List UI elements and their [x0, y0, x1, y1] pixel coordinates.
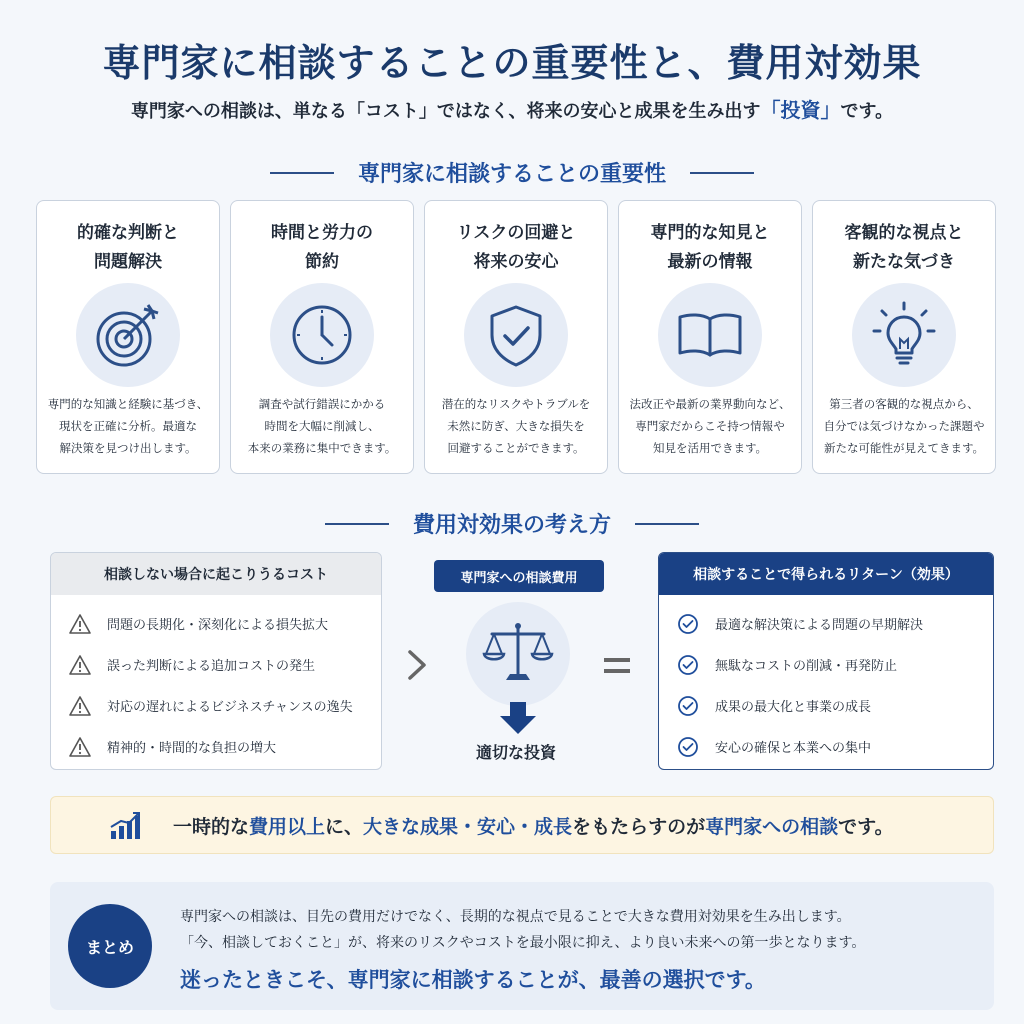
cost-list: [51, 595, 381, 767]
subtitle-text: 専門家への相談は、単なる「コスト」ではなく、将来の安心と成果を生み出す: [130, 101, 761, 122]
list-item: [67, 603, 369, 644]
check-circle-icon: [675, 694, 701, 718]
card-title: [619, 219, 801, 277]
arrow-down-icon: [498, 702, 538, 740]
card-desc-line: 法改正や最新の業界動向など、: [629, 397, 791, 411]
banner-text: 一時的な: [173, 815, 250, 838]
check-circle-icon: [675, 653, 701, 677]
page-title: 専門家に相談することの重要性と、費用対効果: [102, 41, 922, 85]
list-item-text: 安心の確保と本業への集中: [715, 741, 872, 756]
list-item: [67, 644, 369, 685]
card-desc-line: 自分では気づけなかった課題や: [823, 419, 985, 433]
card-desc-line: 本来の業務に集中できます。: [247, 441, 397, 455]
consult-fee-tag: 専門家への相談費用: [434, 560, 604, 592]
book-icon: [658, 283, 762, 387]
list-item-text: 最適な解決策による問題の早期解決: [715, 618, 924, 633]
list-item-text: 問題の長期化・深刻化による損失拡大: [107, 618, 329, 633]
list-item: [67, 685, 369, 726]
check-circle-icon: [675, 735, 701, 759]
banner-highlight: 大きな成果・安心・成長: [363, 815, 573, 838]
summary-line-2: 「今、相談しておくこと」が、将来のリスクやコストを最小限に抑え、より良い未来への第一歩となります。: [180, 935, 866, 951]
warning-icon: [67, 612, 93, 636]
card-desc-line: 回避することができます。: [447, 441, 585, 455]
chevron-right-icon: [404, 648, 430, 686]
lightbulb-icon: [852, 283, 956, 387]
card-title-line: 問題解決: [94, 252, 162, 272]
banner-text: です。: [838, 815, 894, 838]
importance-heading: [0, 157, 1024, 188]
importance-heading-text: 専門家に相談することの重要性: [357, 162, 666, 187]
importance-cards: [36, 200, 996, 474]
list-item: [675, 644, 981, 685]
card-risk-avoidance: [424, 200, 608, 474]
cost-effect-heading: [0, 508, 1024, 539]
growth-chart-icon: [109, 811, 143, 845]
list-item-text: 対応の遅れによるビジネスチャンスの逸失: [107, 700, 353, 715]
card-time-saving: [230, 200, 414, 474]
subtitle-accent: 「投資」: [760, 98, 841, 122]
summary-badge: まとめ: [68, 904, 152, 988]
summary-box: [50, 882, 994, 1010]
list-item-text: 誤った判断による追加コストの発生: [107, 659, 316, 674]
list-item-text: 成果の最大化と事業の成長: [715, 700, 872, 715]
heading-rule-left: [270, 172, 334, 174]
clock-icon: [270, 283, 374, 387]
heading-rule-right: [635, 523, 699, 525]
card-desc-line: 専門的な知識と経験に基づき、: [47, 397, 209, 411]
card-title-line: 新たな気づき: [853, 252, 955, 272]
warning-icon: [67, 653, 93, 677]
list-item: [675, 603, 981, 644]
banner-text: をもたらすのが: [572, 815, 706, 838]
heading-rule-right: [690, 172, 754, 174]
card-title-line: 客観的な視点と: [844, 223, 964, 243]
card-desc-line: 未然に防ぎ、大きな損失を: [447, 419, 585, 433]
return-list: [659, 595, 993, 767]
card-title-line: 将来の安心: [473, 252, 559, 272]
card-title-line: 最新の情報: [667, 252, 753, 272]
card-description: [237, 393, 407, 459]
card-title-line: リスクの回避と: [456, 223, 576, 243]
card-title-line: 専門的な知見と: [650, 223, 770, 243]
return-box-title: 相談することで得られるリターン（効果）: [659, 553, 993, 595]
cost-box: [50, 552, 382, 770]
card-desc-line: 知見を活用できます。: [652, 441, 768, 455]
card-title: [231, 219, 413, 277]
list-item: [675, 726, 981, 767]
card-description: [431, 393, 601, 459]
card-desc-line: 潜在的なリスクやトラブルを: [441, 397, 591, 411]
subtitle-end: です。: [840, 101, 894, 122]
card-judgment: [36, 200, 220, 474]
card-desc-line: 解決策を見つけ出します。: [59, 441, 197, 455]
card-title: [813, 219, 995, 277]
banner-highlight: 専門家への相談: [705, 815, 839, 838]
scale-icon: [466, 602, 570, 706]
card-description: [43, 393, 213, 459]
card-desc-line: 専門家だからこそ持つ情報や: [635, 419, 785, 433]
card-desc-line: 新たな可能性が見えてきます。: [823, 441, 985, 455]
cost-effect-heading-text: 費用対効果の考え方: [412, 513, 611, 538]
key-message-text: [173, 812, 894, 839]
card-desc-line: 調査や試行錯誤にかかる: [258, 397, 386, 411]
summary-line-1: 専門家への相談は、目先の費用だけでなく、長期的な視点で見ることで大きな費用対効果を生み出します。: [180, 909, 851, 925]
summary-conclusion: 迷ったときこそ、専門家に相談することが、最善の選択です。: [180, 968, 766, 992]
card-objective-view: [812, 200, 996, 474]
card-desc-line: 時間を大幅に削減し、: [264, 419, 380, 433]
card-expert-knowledge: [618, 200, 802, 474]
check-circle-icon: [675, 612, 701, 636]
warning-icon: [67, 694, 93, 718]
card-desc-line: 現状を正確に分析。最適な: [59, 419, 197, 433]
list-item: [67, 726, 369, 767]
banner-highlight: 費用以上: [249, 815, 326, 838]
card-title-line: 的確な判断と: [77, 223, 179, 243]
card-title: [37, 219, 219, 277]
equals-icon: [602, 654, 632, 682]
card-title-line: 時間と労力の: [271, 223, 373, 243]
warning-icon: [67, 735, 93, 759]
list-item: [675, 685, 981, 726]
return-box: [658, 552, 994, 770]
card-description: [625, 393, 795, 459]
card-title: [425, 219, 607, 277]
appropriate-investment-label: 適切な投資: [475, 743, 556, 762]
key-message-banner: [50, 796, 994, 854]
list-item-text: 無駄なコストの削減・再発防止: [715, 659, 898, 674]
card-desc-line: 第三者の客観的な視点から、: [829, 397, 979, 411]
page-subtitle: [0, 94, 1024, 123]
card-description: [819, 393, 989, 459]
list-item-text: 精神的・時間的な負担の増大: [107, 741, 277, 756]
target-icon: [76, 283, 180, 387]
heading-rule-left: [325, 523, 389, 525]
banner-text: に、: [325, 815, 364, 838]
shield-check-icon: [464, 283, 568, 387]
cost-box-title: 相談しない場合に起こりうるコスト: [51, 553, 381, 595]
card-title-line: 節約: [305, 252, 339, 272]
